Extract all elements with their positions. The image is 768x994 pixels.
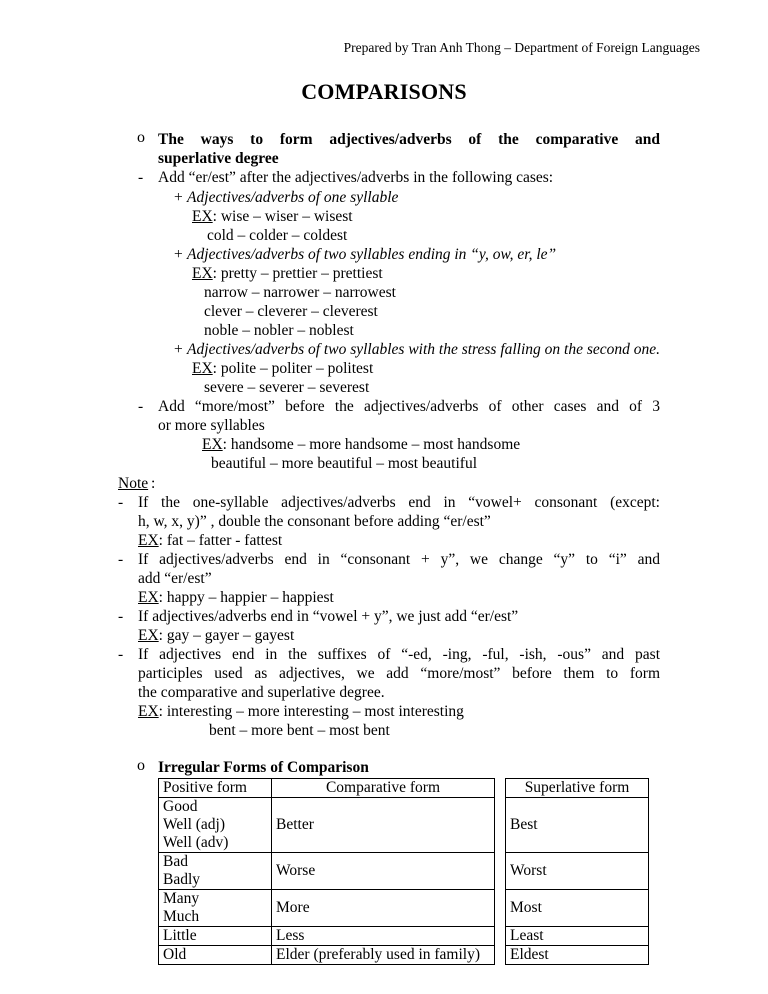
page-title: COMPARISONS: [301, 79, 467, 104]
dash-bullet: -: [118, 494, 124, 511]
positive-cell: Good Well (adj) Well (adv): [159, 798, 272, 853]
note1-example: EX: fat – fatter - fattest: [138, 532, 283, 549]
note2-example: EX: happy – happier – happiest: [138, 589, 334, 606]
section2-heading: Irregular Forms of Comparison: [158, 759, 369, 776]
ex-label: EX: [192, 265, 213, 282]
note3: If adjectives/adverbs end in “vowel + y”, we just add “er/est”: [138, 608, 519, 625]
rule2-example-2: beautiful – more beautiful – most beautiful: [211, 455, 478, 472]
table-row: [159, 798, 649, 853]
superlative-cell: Best: [506, 798, 649, 853]
comparative-cell: Less: [272, 927, 495, 946]
note4-cont: participles used as adjectives, we add “more/most” before them to form: [138, 665, 660, 682]
irregular-forms-table: [158, 778, 649, 965]
section1-heading: The ways to form adjectives/adverbs of the comparative and: [158, 131, 660, 148]
ex-label: EX: [202, 436, 223, 453]
case2: + Adjectives/adverbs of two syllables ending in “y, ow, er, le”: [173, 246, 557, 263]
case1: + Adjectives/adverbs of one syllable: [173, 189, 399, 206]
positive-cell: Old: [159, 946, 272, 965]
table-row: [159, 946, 649, 965]
note-label: Note: [118, 475, 149, 492]
circle-bullet-icon: o: [137, 129, 145, 146]
table-header-row: [159, 779, 649, 798]
note4: If adjectives end in the suffixes of “-ed, -ing, -ful, -ish, -ous” and past: [138, 646, 660, 663]
note4-cont-2: the comparative and superlative degree.: [138, 684, 385, 701]
ex-label: EX: [138, 589, 159, 606]
superlative-cell: Most: [506, 890, 649, 927]
dash-bullet: -: [138, 398, 144, 415]
superlative-cell: Worst: [506, 853, 649, 890]
case3: + Adjectives/adverbs of two syllables with the stress falling on the second one.: [173, 341, 661, 358]
comparative-cell: More: [272, 890, 495, 927]
dash-bullet: -: [138, 169, 144, 186]
ex-label: EX: [138, 532, 159, 549]
dash-bullet: -: [118, 608, 124, 625]
column-header: Superlative form: [506, 779, 649, 798]
dash-bullet: -: [118, 551, 124, 568]
page-header: Prepared by Tran Anh Thong – Department of Foreign Languages: [343, 40, 700, 55]
note3-example: EX: gay – gayer – gayest: [138, 627, 295, 644]
section1-heading-cont: superlative degree: [158, 150, 279, 167]
superlative-cell: Eldest: [506, 946, 649, 965]
superlative-cell: Least: [506, 927, 649, 946]
rule2-example: EX: handsome – more handsome – most handsome: [202, 436, 521, 453]
table-row: [159, 927, 649, 946]
case2-example-2: narrow – narrower – narrowest: [204, 284, 396, 301]
note2-cont: add “er/est”: [138, 570, 212, 587]
rule2: Add “more/most” before the adjectives/adverbs of other cases and of 3: [158, 398, 660, 415]
comparative-cell: Elder (preferably used in family): [272, 946, 495, 965]
rule1: Add “er/est” after the adjectives/adverbs in the following cases:: [158, 169, 554, 186]
dash-bullet: -: [118, 646, 124, 663]
comparative-cell: Worse: [272, 853, 495, 890]
note4-example: EX: interesting – more interesting – most interesting: [138, 703, 464, 720]
note2: If adjectives/adverbs end in “consonant + y”, we change “y” to “i” and: [138, 551, 660, 568]
note1-cont: h, w, x, y)” , double the consonant before adding “er/est”: [138, 513, 491, 530]
positive-cell: Bad Badly: [159, 853, 272, 890]
case3-example-2: severe – severer – severest: [204, 379, 370, 396]
column-header: Positive form: [159, 779, 272, 798]
comparative-cell: Better: [272, 798, 495, 853]
table-row: [159, 853, 649, 890]
ex-label: EX: [192, 208, 213, 225]
case1-example: EX: wise – wiser – wisest: [192, 208, 353, 225]
rule2-cont: or more syllables: [158, 417, 265, 434]
note4-example-2: bent – more bent – most bent: [209, 722, 390, 739]
ex-label: EX: [192, 360, 213, 377]
case3-example: EX: polite – politer – politest: [192, 360, 374, 377]
case2-example: EX: pretty – prettier – prettiest: [192, 265, 383, 282]
case2-example-3: clever – cleverer – cleverest: [204, 303, 378, 320]
table-row: [159, 890, 649, 927]
case1-example-2: cold – colder – coldest: [207, 227, 348, 244]
case2-example-4: noble – nobler – noblest: [204, 322, 354, 339]
column-header: Comparative form: [272, 779, 495, 798]
positive-cell: Many Much: [159, 890, 272, 927]
ex-label: EX: [138, 627, 159, 644]
circle-bullet-icon: o: [137, 757, 145, 774]
note1: If the one-syllable adjectives/adverbs end in “vowel+ consonant (except:: [138, 494, 660, 511]
ex-label: EX: [138, 703, 159, 720]
positive-cell: Little: [159, 927, 272, 946]
